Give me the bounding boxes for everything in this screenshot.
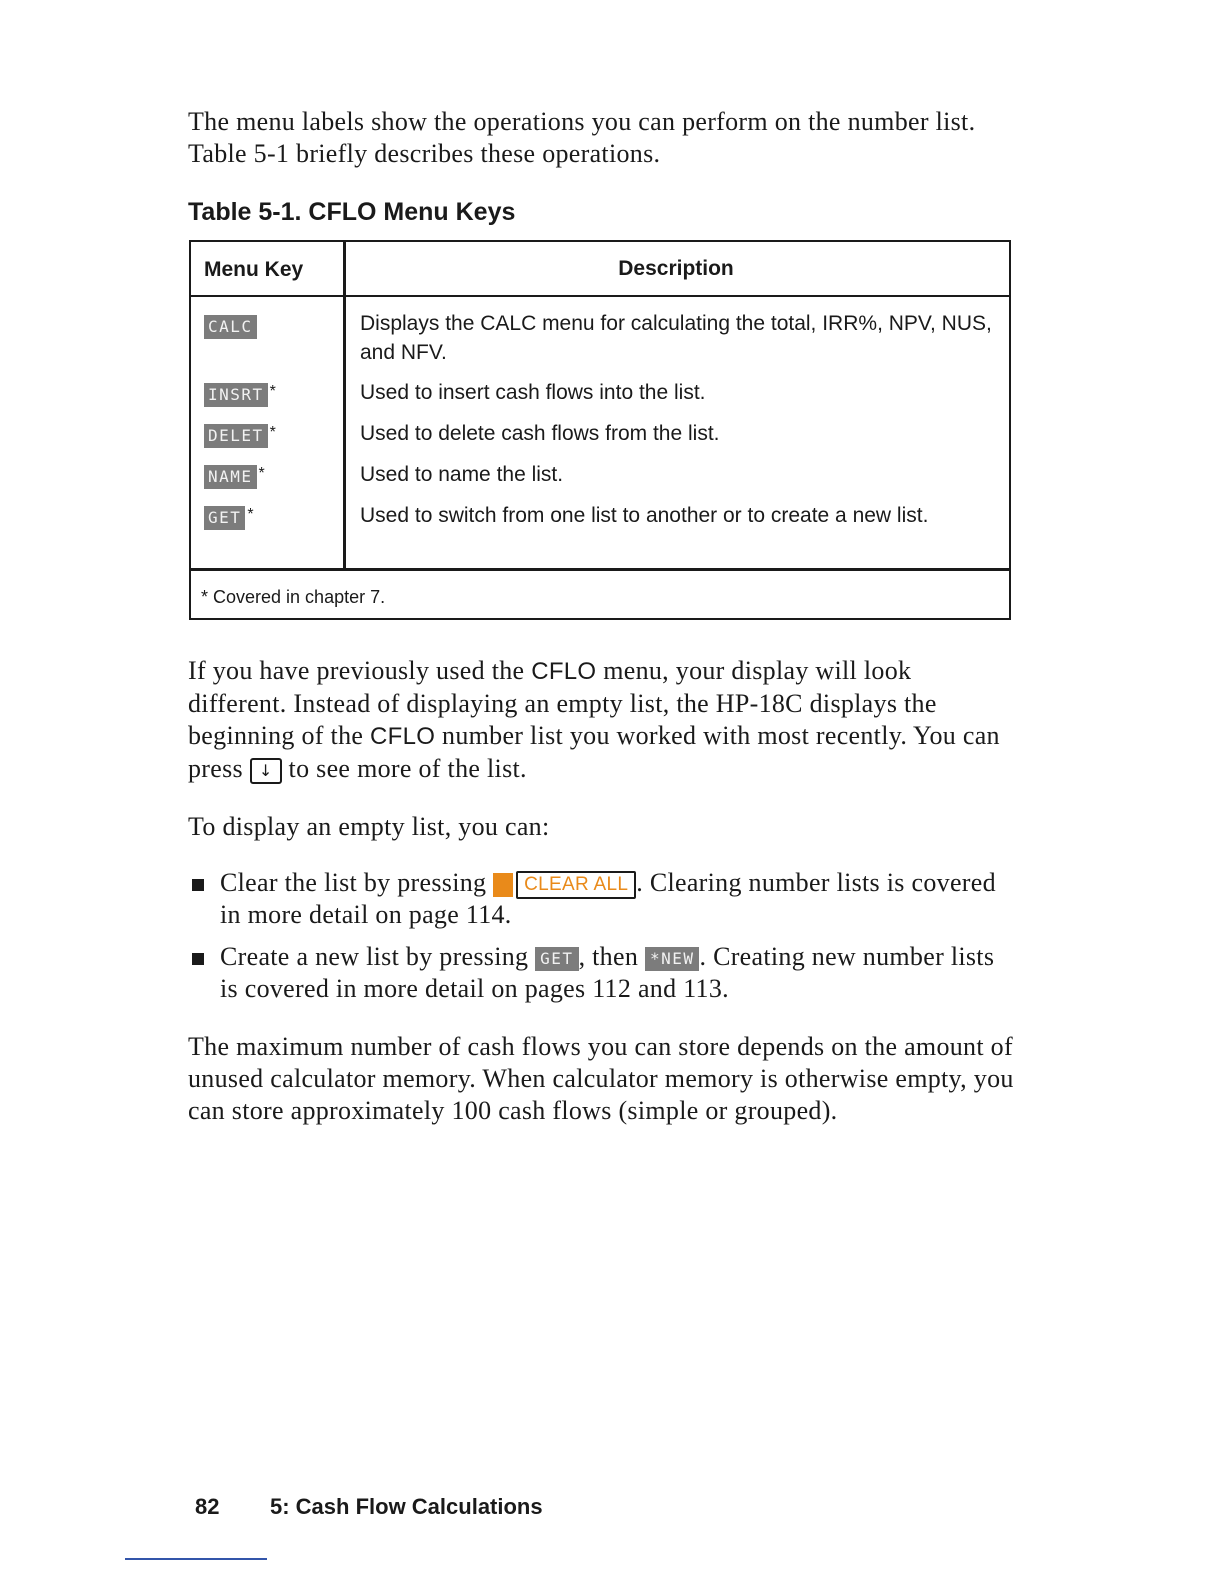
- bullet-square-icon: [192, 879, 204, 891]
- table-row-desc-calc: Displays the CALC menu for calculating the total, IRR%, NPV, NUS, and NFV.: [360, 312, 992, 364]
- get-menu-key: GET: [535, 947, 578, 971]
- menu-key-label: DELET: [204, 424, 268, 448]
- table-title: Table 5-1. CFLO Menu Keys: [188, 198, 516, 226]
- shift-key-icon: [493, 873, 513, 897]
- max-cash-flows-paragraph: The maximum number of cash flows you can store depends on the amount of unused calculator memory. When calculator memory is otherwise empty, you can store approximately 100 cash flows (simple or grouped).: [188, 1032, 1014, 1125]
- table-row-key-calc: [204, 315, 259, 339]
- table-row-desc-get: Used to switch from one list to another or to create a new list.: [360, 504, 929, 527]
- column-divider: [343, 242, 346, 568]
- table-row-desc-insrt: Used to insert cash flows into the list.: [360, 381, 706, 404]
- footnote-star: *: [269, 383, 276, 400]
- table-row-key-delet: [204, 424, 276, 448]
- table-row-key-name: [204, 465, 265, 489]
- bullet-new-list: Create a new list by pressing GET , then *NEW . Creating new number lists is covered in more detail on pages 112 and 113.: [188, 941, 1016, 1005]
- menu-keys-table: [189, 240, 1011, 620]
- intro-paragraph: The menu labels show the operations you can perform on the number list. Table 5-1 briefly describes these operations.: [188, 107, 976, 168]
- scan-edge-line: [125, 1558, 267, 1560]
- cflo-term: CFLO: [531, 658, 597, 685]
- new-menu-key: *NEW: [645, 947, 700, 971]
- footnote-star: *: [258, 465, 265, 482]
- to-display-paragraph: To display an empty list, you can:: [188, 812, 550, 841]
- menu-key-label: INSRT: [204, 383, 268, 407]
- bullet-square-icon: [192, 953, 204, 965]
- header-menu-key: Menu Key: [204, 258, 304, 281]
- page-footer: [195, 1494, 543, 1520]
- down-arrow-key-icon: ↓: [250, 758, 282, 784]
- menu-key-label: GET: [204, 506, 245, 530]
- bullet-clear-list: Clear the list by pressing CLEAR ALL . Clearing number lists is covered in more detail on page 114.: [188, 867, 1016, 931]
- table-row-desc-delet: Used to delete cash flows from the list.: [360, 422, 720, 445]
- menu-key-label: CALC: [204, 315, 257, 339]
- footnote-star: *: [247, 506, 254, 523]
- chapter-title: 5: Cash Flow Calculations: [270, 1494, 543, 1519]
- table-footnote: * Covered in chapter 7.: [201, 587, 386, 607]
- table-row-key-get: [204, 506, 254, 530]
- menu-key-label: NAME: [204, 465, 257, 489]
- previous-use-paragraph: If you have previously used the CFLO menu, your display will look different. Instead of displaying an empty list, the HP-18C displays the beginning of the CFLO number list you worked with most recently. You can press ↓ to see more of the list.: [188, 656, 1000, 783]
- table-row-desc-name: Used to name the list.: [360, 463, 564, 486]
- page-number: 82: [195, 1494, 220, 1519]
- footnote-divider: [191, 568, 1009, 571]
- header-description: Description: [618, 257, 734, 280]
- footnote-star: *: [269, 424, 276, 441]
- clear-all-key: CLEAR ALL: [516, 871, 636, 899]
- table-row-key-insrt: [204, 383, 276, 407]
- cflo-term: CFLO: [370, 723, 436, 750]
- table-header-row: [191, 242, 1009, 297]
